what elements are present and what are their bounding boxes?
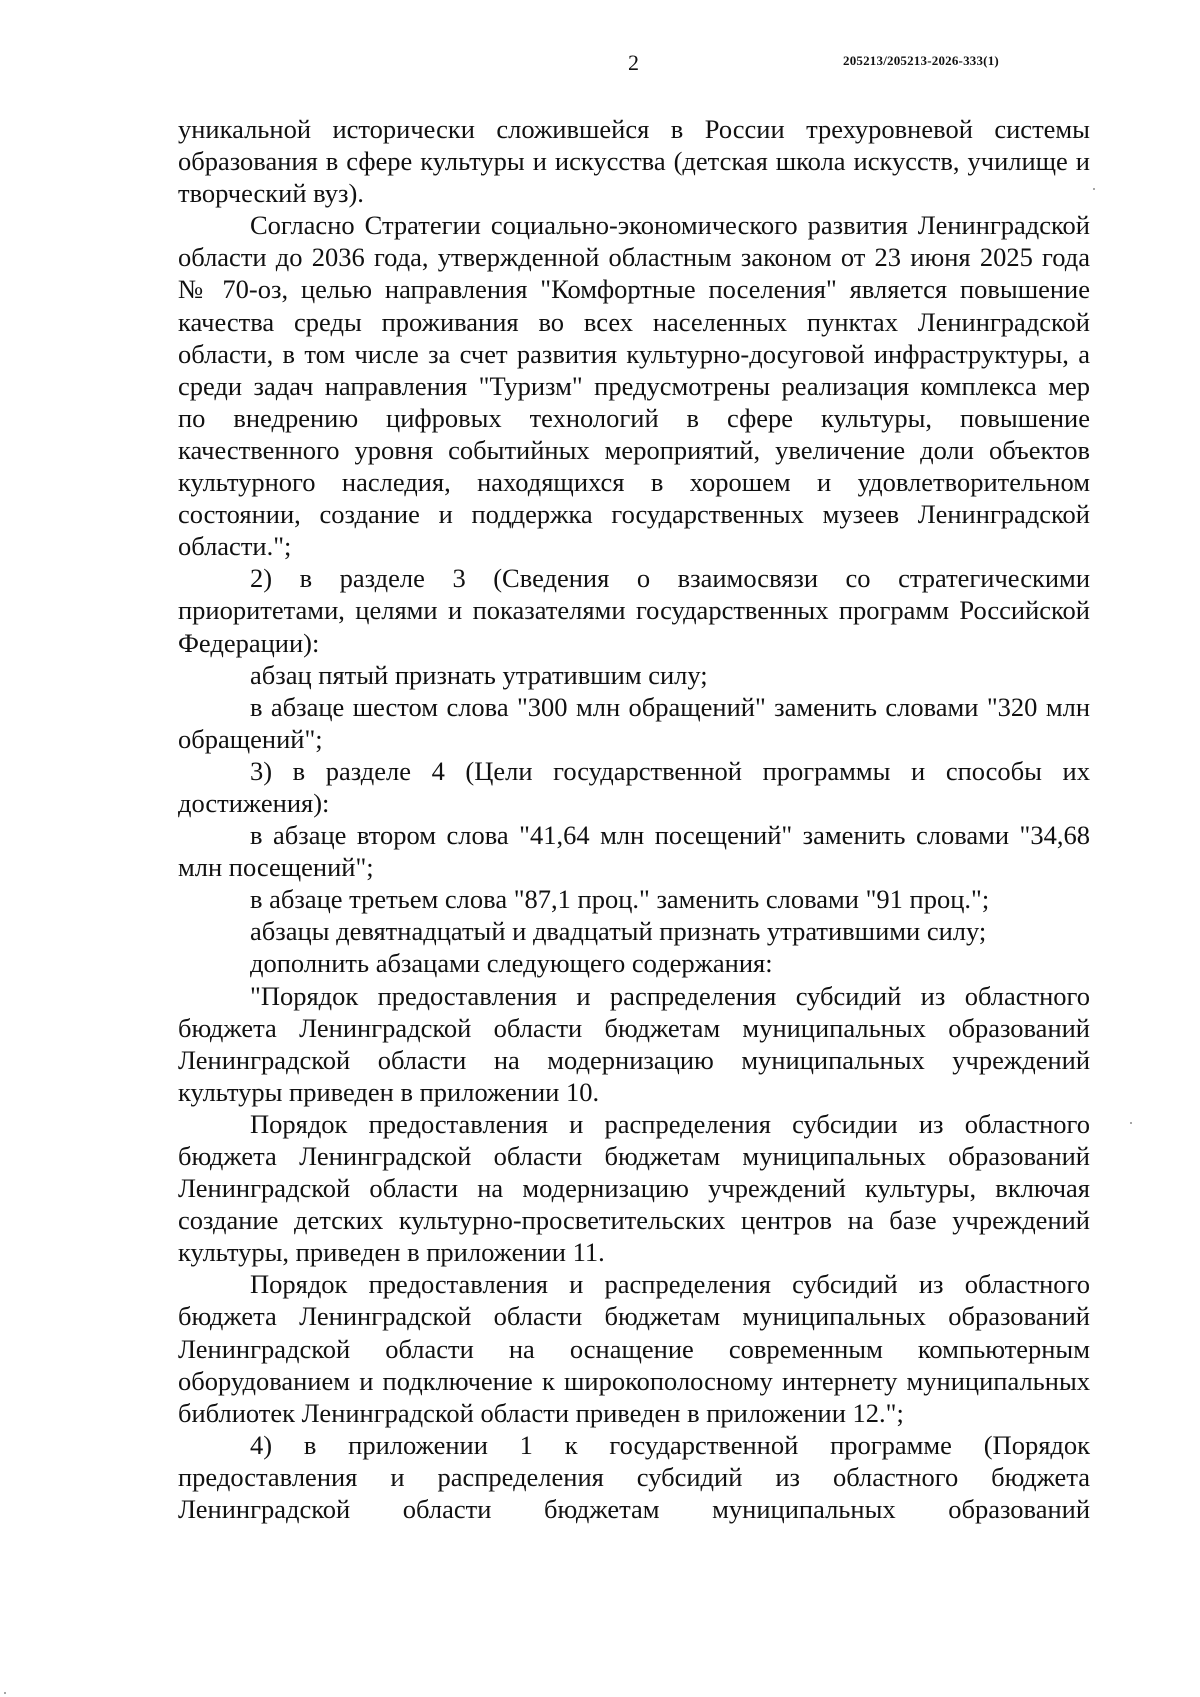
paragraph-order-annex-11: Порядок предоставления и распределения субсидии из областного бюджета Ленинградской области бюджетам муниципальных образований Ленинградской области на модернизацию учреждений культуры, включая создание детских культурно-просветительских центров на базе учреждений культуры, приведен в приложении 11. <box>178 1108 1090 1268</box>
paragraph-item-4-annex-1: 4) в приложении 1 к государственной программе (Порядок предоставления и распределения субсидий из областного бюджета Ленинградской области бюджетам муниципальных образований <box>178 1429 1090 1525</box>
paragraph-order-annex-12: Порядок предоставления и распределения субсидий из областного бюджета Ленинградской области бюджетам муниципальных образований Ленинградской области на оснащение современным компьютерным оборудованием и подключение к широкополосному интернету муниципальных библиотек Ленинградской области приведен в приложении 12."; <box>178 1269 1090 1428</box>
page-number: 2 <box>628 50 639 75</box>
scan-speck <box>1130 1122 1132 1124</box>
document-code: 205213/205213-2026-333(1) <box>843 53 999 68</box>
paragraph-order-annex-10: "Порядок предоставления и распределения субсидий из областного бюджета Ленинградской области бюджетам муниципальных образований Ленинградской области на модернизацию муниципальных учреждений культуры приведен в приложении 10. <box>178 980 1090 1107</box>
paragraph-strategy: Согласно Стратегии социально-экономического развития Ленинградской области до 2036 года, утвержденной областным законом от 23 июня 2025 года № 70-оз, целью направления "Комфортные поселения" является повышение качества среды проживания во всех населенных пунктах Ленинградской области, в том числе за счет развития культурно-досуговой инфраструктуры, а среди задач направления "Туризм" предусмотрены реализация комплекса мер по внедрению цифровых технологий в сфере культуры, повышение качественного уровня событийных мероприятий, увеличение доли объектов культурного наследия, находящихся в хорошем и удовлетворительном состоянии, создание и поддержка государственных музеев Ленинградской области."; <box>178 210 1090 562</box>
paragraph-abzac-3: в абзаце третьем слова "87,1 проц." заменить словами "91 проц."; <box>250 884 990 915</box>
scan-speck <box>4 1692 6 1694</box>
paragraph-abzac-19-20: абзацы девятнадцатый и двадцатый признать утратившими силу; <box>250 916 987 947</box>
paragraph-item-3-section-4: 3) в разделе 4 (Цели государственной программы и способы их достижения): <box>178 755 1090 818</box>
document-body <box>178 113 1090 1525</box>
paragraph-intro-continuation: уникальной исторически сложившейся в России трехуровневой системы образования в сфере культуры и искусства (детская школа искусств, училище и творческий вуз). <box>178 114 1090 209</box>
scan-speck <box>1093 188 1095 190</box>
paragraph-abzac-2: в абзаце втором слова "41,64 млн посещений" заменить словами "34,68 млн посещений"; <box>178 820 1090 883</box>
paragraph-abzac-6: в абзаце шестом слова "300 млн обращений" заменить словами "320 млн обращений"; <box>178 691 1090 754</box>
paragraph-add-abzacs: дополнить абзацами следующего содержания: <box>250 948 773 979</box>
paragraph-abzac-5: абзац пятый признать утратившим силу; <box>250 659 708 690</box>
paragraph-item-2-section-3: 2) в разделе 3 (Сведения о взаимосвязи со стратегическими приоритетами, целями и показателями государственных программ Российской Федерации): <box>178 563 1090 658</box>
